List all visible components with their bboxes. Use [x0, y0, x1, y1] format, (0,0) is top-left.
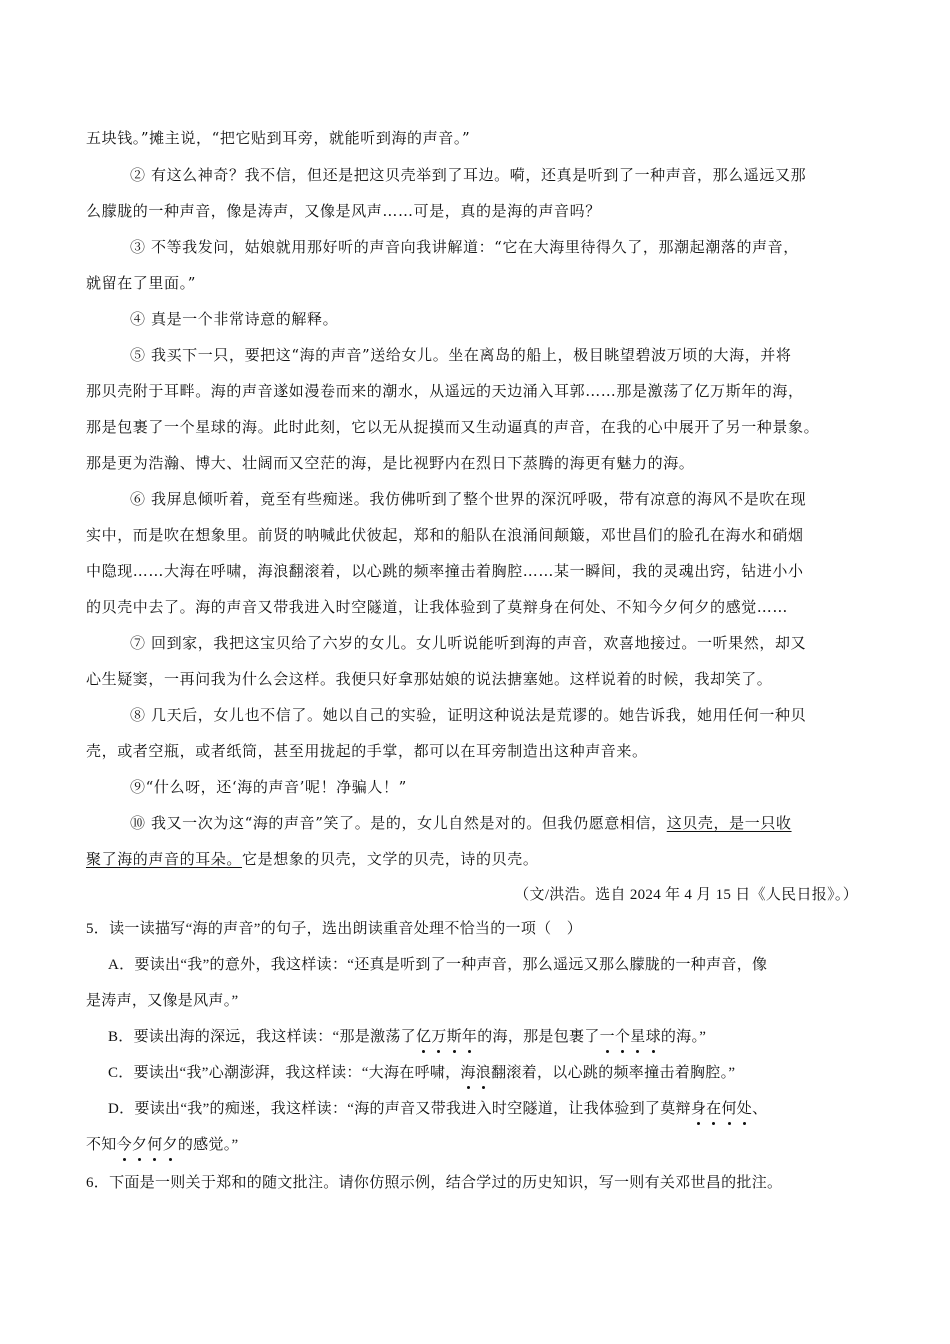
question-5-stem: 5．读一读描写“海的声音”的句子，选出朗读重音处理不恰当的一项（ ） [86, 921, 583, 937]
paragraph-5-cont: 那贝壳附于耳畔。海的声音遂如漫卷而来的潮水，从遥远的天边涌入耳郭……那是激荡了亿万斯年的海， [86, 382, 804, 400]
emphasis-dotted [117, 1137, 178, 1153]
emphasis-char: 何 [147, 1137, 163, 1153]
paragraph-2-cont: 么朦胧的一种声音，像是涛声，又像是风声……可是，真的是海的声音吗？ [86, 202, 601, 220]
paragraph-6-cont: 的贝壳中去了。海的声音又带我进入时空隧道，让我体验到了莫辩身在何处、不知今夕何夕的感觉…… [86, 598, 789, 616]
paragraph-5: ⑤ 我买下一只，要把这“海的声音”送给女儿。坐在离岛的船上，极目眺望碧波万顷的大海，并将 [130, 346, 792, 364]
paragraph-3: ③ 不等我发问，姑娘就用那好听的声音向我讲解道：“它在大海里待得久了，那潮起潮落的声音， [130, 238, 799, 256]
option-text: 的感觉。” [177, 1137, 239, 1153]
option-a: A．要读出“我”的意外，我这样读：“还真是听到了一种声音，那么遥远又那么朦胧的一种声音，像 [108, 957, 768, 973]
emphasis-char: 身 [690, 1101, 707, 1117]
paragraph-3-cont: 就留在了里面。” [86, 274, 196, 292]
paragraph-10-text: ⑩ 我又一次为这“海的声音”笑了。是的，女儿自然是对的。但我仍愿意相信， [130, 814, 667, 832]
paragraph-2: ② 有这么神奇？我不信，但还是把这贝壳举到了耳边。嗬，还真是听到了一种声音，那么遥远又那 [130, 166, 807, 184]
option-text: 的海，那是包裹了 [477, 1029, 600, 1045]
option-text: C．要读出“我”心潮澎湃，我这样读：“大海在呼啸， [108, 1065, 461, 1081]
emphasis-dotted [460, 1065, 491, 1081]
emphasis-char: 星 [630, 1029, 646, 1045]
option-b [108, 1027, 706, 1047]
paragraph-7: ⑦ 回到家，我把这宝贝给了六岁的女儿。女儿听说能听到海的声音，欢喜地接过。一听果然，却又 [130, 634, 807, 652]
emphasis-char: 球 [645, 1029, 661, 1045]
option-c [108, 1063, 735, 1083]
paragraph-6-cont: 中隐现……大海在呼啸，海浪翻滚着，以心跳的频率撞击着胸腔……某一瞬间，我的灵魂出窍，钻进小小 [86, 562, 804, 580]
emphasis-char: 处 [736, 1101, 753, 1117]
option-text: D．要读出“我”的痴迷，我这样读：“海的声音又带我进入时空隧道，让我体验到了莫辩 [108, 1101, 691, 1117]
emphasis-char: 斯 [446, 1029, 462, 1045]
passage-line: 五块钱。”摊主说，“把它贴到耳旁，就能听到海的声音。” [86, 129, 471, 147]
emphasis-char: 年 [461, 1029, 478, 1045]
emphasis-dotted [600, 1029, 661, 1045]
paragraph-8-cont: 壳，或者空瓶，或者纸筒，甚至用拢起的手掌，都可以在耳旁制造出这种声音来。 [86, 742, 648, 760]
emphasis-dotted [416, 1029, 477, 1045]
option-text: 翻滚着，以心跳的频率撞击着胸腔。” [491, 1065, 736, 1081]
paragraph-6: ⑥ 我屏息倾听着，竟至有些痴迷。我仿佛听到了整个世界的深沉呼吸，带有凉意的海风不是吹在现 [130, 490, 807, 508]
option-text: 不知 [86, 1137, 117, 1153]
paragraph-10-text: 它是想象的贝壳，文学的贝壳，诗的贝壳。 [242, 850, 539, 868]
emphasis-char: 一 [599, 1029, 615, 1045]
paragraph-8: ⑧ 几天后，女儿也不信了。她以自己的实验，证明这种说法是荒谬的。她告诉我，她用任何一种贝 [130, 706, 807, 724]
emphasis-dotted [691, 1101, 752, 1117]
underlined-sentence: 聚了海的声音的耳朵。 [86, 850, 243, 868]
option-text: 、 [752, 1101, 768, 1117]
emphasis-char: 亿 [415, 1029, 432, 1045]
emphasis-char: 个 [614, 1029, 631, 1045]
question-6-stem: 6．下面是一则关于郑和的随文批注。请你仿照示例，结合学过的历史知识，写一则有关邓世昌的批注。 [86, 1175, 783, 1191]
option-d-cont [86, 1135, 239, 1155]
emphasis-char: 在 [706, 1101, 722, 1117]
paragraph-9: ⑨“什么呀，还‘海的声音’呢！净骗人！” [130, 778, 407, 796]
paragraph-10 [130, 813, 792, 833]
paragraph-7-cont: 心生疑窦，一再问我为什么会这样。我便只好拿那姑娘的说法搪塞她。这样说着的时候，我却笑了。 [86, 670, 773, 688]
paragraph-4: ④ 真是一个非常诗意的解释。 [130, 310, 339, 328]
emphasis-char: 何 [721, 1101, 737, 1117]
emphasis-char: 万 [431, 1029, 447, 1045]
option-text: B．要读出海的深远，我这样读：“那是激荡了 [108, 1029, 416, 1045]
paragraph-6-cont: 实中，而是吹在想象里。前贤的呐喊此伏彼起，郑和的船队在浪涌间颠簸，邓世昌们的脸孔在海水和硝烟 [86, 526, 804, 544]
paragraph-10-cont [86, 849, 538, 869]
paragraph-5-cont: 那是包裹了一个星球的海。此时此刻，它以无从捉摸而又生动逼真的声音，在我的心中展开了另一种景象。 [86, 418, 820, 436]
emphasis-char: 夕 [131, 1137, 148, 1153]
option-a-cont: 是涛声，又像是风声。” [86, 993, 239, 1009]
option-text: 的海。” [660, 1029, 707, 1045]
source-citation: （文/洪浩。选自 2024 年 4 月 15 日《人民日报》。） [514, 887, 858, 903]
underlined-sentence: 这贝壳，是一只收 [666, 814, 792, 832]
emphasis-char: 浪 [475, 1065, 492, 1081]
paragraph-5-cont: 那是更为浩瀚、博大、壮阔而又空茫的海，是比视野内在烈日下蒸腾的海更有魅力的海。 [86, 454, 695, 472]
emphasis-char: 海 [460, 1065, 476, 1081]
option-d [108, 1099, 767, 1119]
emphasis-char: 今 [116, 1137, 132, 1153]
emphasis-char: 夕 [162, 1137, 178, 1153]
